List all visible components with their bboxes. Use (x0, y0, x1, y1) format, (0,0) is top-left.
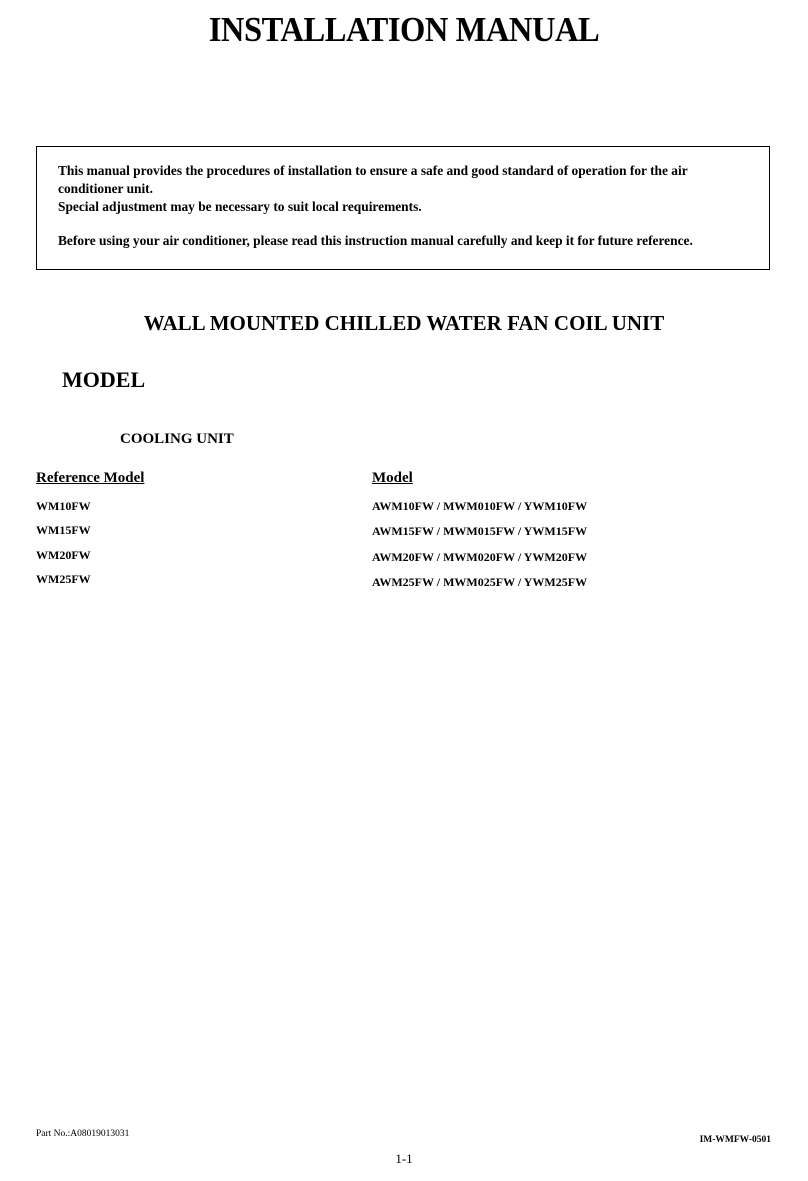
notice-text-2: Special adjustment may be necessary to suit local requirements. (58, 199, 422, 214)
unit-title: WALL MOUNTED CHILLED WATER FAN COIL UNIT (143, 311, 665, 335)
reference-model-item: WM10FW (36, 499, 91, 513)
model-item: AWM10FW / MWM010FW / YWM10FW (372, 499, 588, 513)
reference-model-item: WM20FW (36, 548, 91, 562)
notice-text-3: Before using your air conditioner, please read this instruction manual carefully and keep it for future reference. (58, 233, 693, 248)
model-item: AWM25FW / MWM025FW / YWM25FW (372, 575, 588, 589)
reference-model-header: Reference Model (36, 470, 145, 486)
notice-text-1: This manual provides the procedures of installation to ensure a safe and good standard of operation for the air conditioner unit. (58, 163, 688, 196)
model-item: AWM15FW / MWM015FW / YWM15FW (372, 524, 588, 538)
page-number: 1-1 (395, 1151, 413, 1166)
model-item: AWM20FW / MWM020FW / YWM20FW (372, 550, 588, 564)
reference-model-item: WM15FW (36, 523, 91, 537)
cooling-unit-label: COOLING UNIT (120, 431, 234, 447)
part-number: Part No.:A08019013031 (36, 1129, 130, 1139)
model-heading: MODEL (62, 367, 146, 392)
notice-box (36, 146, 770, 270)
document-code: IM-WMFW-0501 (699, 1135, 771, 1145)
reference-model-item: WM25FW (36, 572, 91, 586)
model-header: Model (372, 470, 413, 486)
page-title: INSTALLATION MANUAL (208, 10, 600, 49)
